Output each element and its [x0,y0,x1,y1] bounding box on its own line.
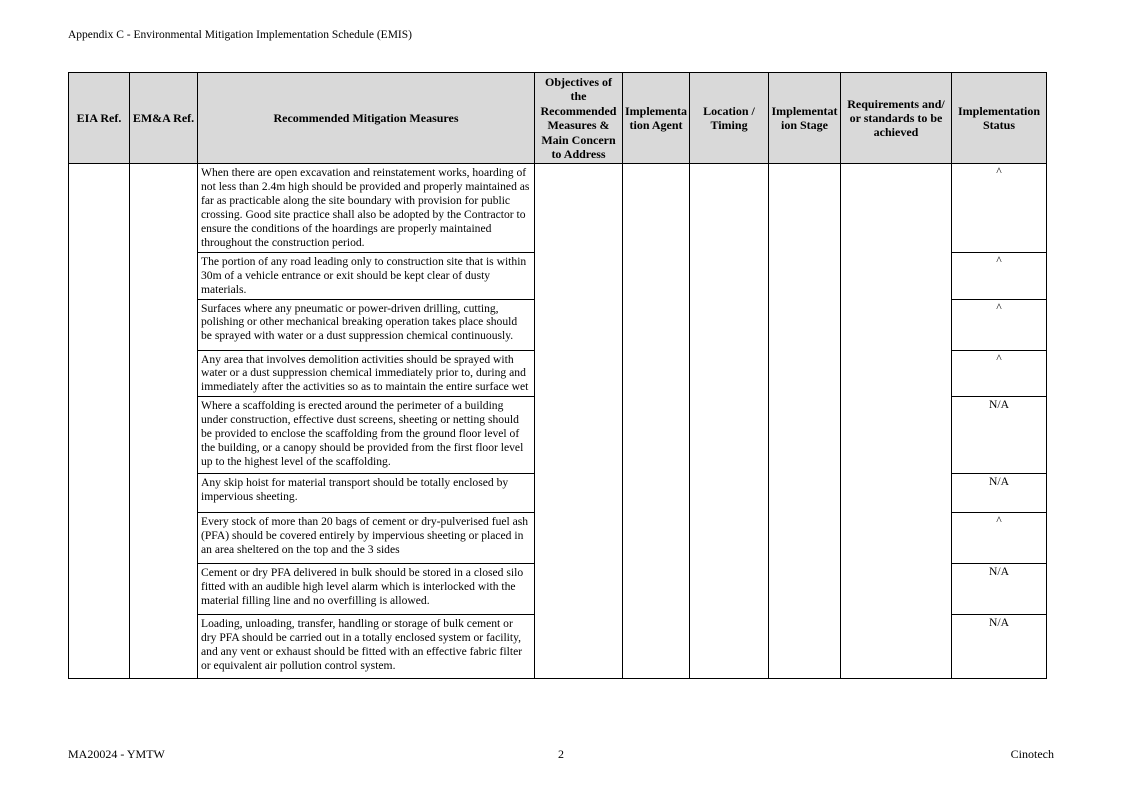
status-cell: N/A [952,474,1047,513]
status-cell: N/A [952,397,1047,474]
header-implementation-agent: Implementation Agent [623,73,690,164]
ema-ref-empty-cell [130,164,198,679]
agent-empty-cell [623,164,690,679]
footer-page-number: 2 [558,747,564,761]
header-location-timing: Location / Timing [690,73,769,164]
footer-company-name: Cinotech [1010,747,1054,761]
header-objectives: Objectives of the Recommended Measures & Main Concern to Address [535,73,623,164]
stage-empty-cell [769,164,841,679]
header-implementation-stage: Implementation Stage [769,73,841,164]
status-cell: ^ [952,299,1047,350]
measure-cell: The portion of any road leading only to construction site that is within 30m of a vehicle entrance or exit should be kept clear of dusty materials. [198,252,535,299]
status-cell: N/A [952,564,1047,615]
measure-cell: Any area that involves demolition activities should be sprayed with water or a dust suppression chemical immediately prior to, during and immediately after the activities so as to maintain the entire surface wet [198,350,535,397]
status-cell: ^ [952,350,1047,397]
table-row [69,164,1047,252]
measure-cell: Every stock of more than 20 bags of cement or dry-pulverised fuel ash (PFA) should be covered entirely by impervious sheeting or placed in an area sheltered on the top and the 3 sides [198,513,535,564]
status-cell: ^ [952,513,1047,564]
status-cell: ^ [952,252,1047,299]
page-title: Appendix C - Environmental Mitigation Implementation Schedule (EMIS) [68,29,412,41]
eia-ref-empty-cell [69,164,130,679]
emis-table [68,72,1047,679]
footer-document-ref: MA20024 - YMTW [68,747,165,761]
measure-cell: Where a scaffolding is erected around the perimeter of a building under construction, effective dust screens, sheeting or netting should be provided to enclose the scaffolding from the ground floor level of the building, or a canopy should be provided from the first floor level up to the highest level of the scaffolding. [198,397,535,474]
header-mitigation-measures: Recommended Mitigation Measures [198,73,535,164]
table-header-row [69,73,1047,164]
header-requirements: Requirements and/ or standards to be achieved [841,73,952,164]
measure-cell: Cement or dry PFA delivered in bulk should be stored in a closed silo fitted with an audible high level alarm which is interlocked with the material filling line and no overfilling is allowed. [198,564,535,615]
header-implementation-status: Implementation Status [952,73,1047,164]
requirements-empty-cell [841,164,952,679]
status-cell: N/A [952,615,1047,679]
objectives-empty-cell [535,164,623,679]
measure-cell: Any skip hoist for material transport should be totally enclosed by impervious sheeting. [198,474,535,513]
measure-cell: Loading, unloading, transfer, handling or storage of bulk cement or dry PFA should be carried out in a totally enclosed system or facility, and any vent or exhaust should be fitted with an effective fabric filter or equivalent air pollution control system. [198,615,535,679]
measure-cell: Surfaces where any pneumatic or power-driven drilling, cutting, polishing or other mechanical breaking operation takes place should be sprayed with water or a dust suppression chemical continuously. [198,299,535,350]
measure-cell: When there are open excavation and reinstatement works, hoarding of not less than 2.4m high should be provided and properly maintained as far as practicable along the site boundary with provision for public crossing. Good site practice shall also be adopted by the Contractor to ensure the conditions of the hoardings are properly maintained throughout the construction period. [198,164,535,252]
status-cell: ^ [952,164,1047,252]
header-ema-ref: EM&A Ref. [130,73,198,164]
location-empty-cell [690,164,769,679]
header-eia-ref: EIA Ref. [69,73,130,164]
